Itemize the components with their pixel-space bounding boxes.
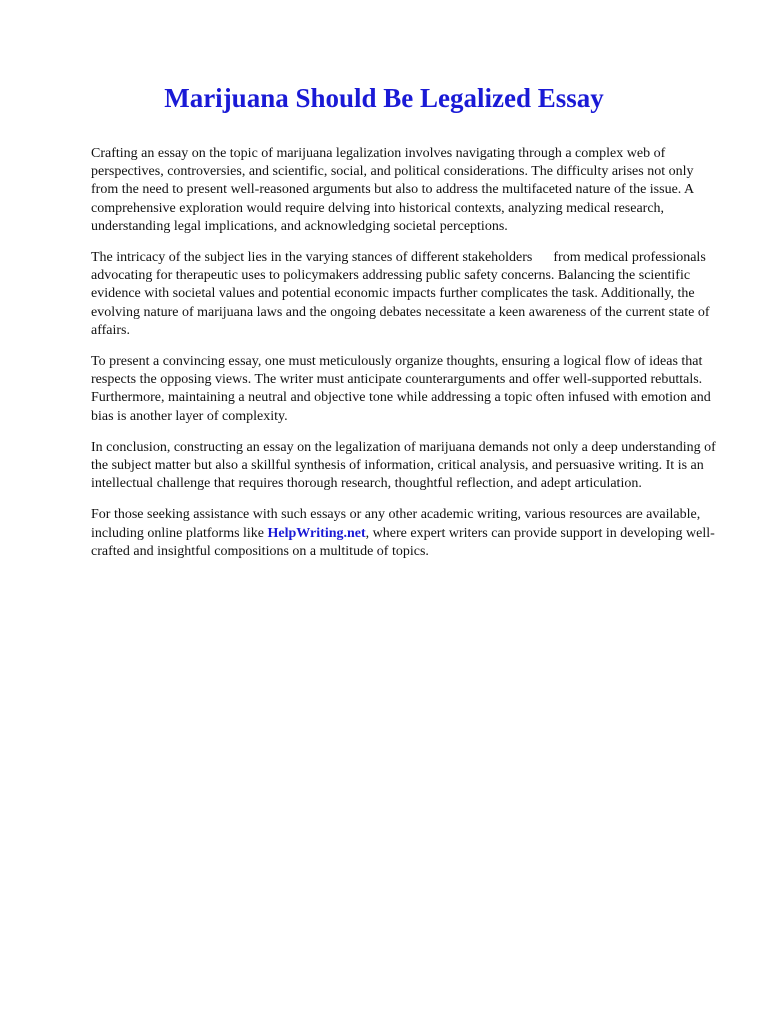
helpwriting-link[interactable]: HelpWriting.net (267, 525, 366, 541)
paragraph-5 (91, 506, 721, 561)
closing-text-after-link: , where expert writers can provide support in developing well-crafted and insightful compositions on a multitude of topics. (91, 525, 715, 559)
closing-text-before-link: For those seeking assistance with such essays or any other academic writing, various resources are available, including online platforms like (91, 507, 701, 541)
paragraph-1: Crafting an essay on the topic of marijuana legalization involves navigating through a complex web of perspectives, controversies, and scientific, social, and political considerations. The difficulty arises not only from the need to present well-reasoned arguments but also to address the multifaceted nature of the issue. A comprehensive exploration would require delving into historical contexts, analyzing medical research, understanding legal implications, and acknowledging societal perceptions. (91, 146, 694, 234)
paragraph-4: In conclusion, constructing an essay on the legalization of marijuana demands not only a deep understanding of the subject matter but also a skillful synthesis of information, critical analysis, and persuasive writing. It is an intellectual challenge that requires thorough research, thoughtful reflection, and adept articulation. (91, 439, 716, 492)
document-title: Marijuana Should Be Legalized Essay (164, 83, 604, 113)
paragraph-3: To present a convincing essay, one must meticulously organize thoughts, ensuring a logical flow of ideas that respects the opposing views. The writer must anticipate counterarguments and offer well-supported rebuttals. Furthermore, maintaining a neutral and objective tone while addressing a topic often infused with emotion and bias is another layer of complexity. (91, 354, 711, 424)
paragraph-2: The intricacy of the subject lies in the varying stances of different stakeholders from medical professionals advocating for therapeutic uses to policymakers addressing public safety concerns. Balancing the scientific evidence with societal values and potential economic impacts further complicates the task. Additionally, the evolving nature of marijuana laws and the ongoing debates necessitate a keen awareness of the current state of affairs. (91, 250, 710, 338)
document-body (91, 145, 721, 574)
